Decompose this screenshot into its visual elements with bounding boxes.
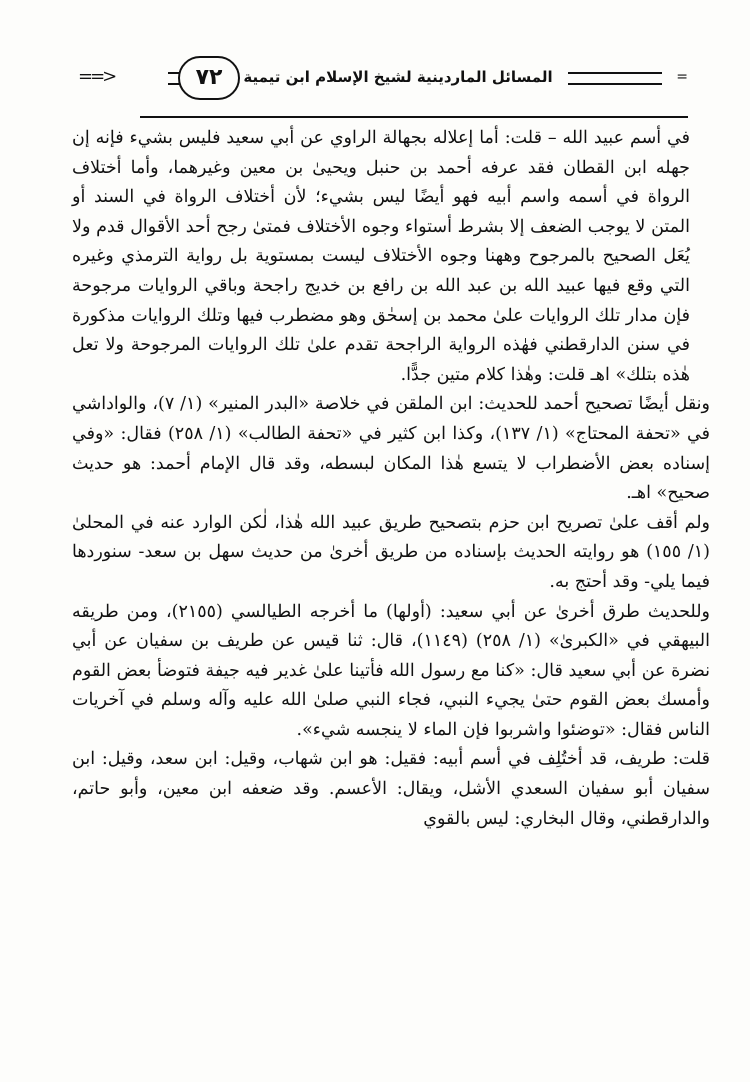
paragraph-continued: في أسم عبيد الله – قلت: أما إعلاله بجهالة الراوي عن أبي سعيد فليس بشيء فإنه إن جهله ابن القطان فقد عرفه أحمد بن حنبل ويحيىٰ بن معين وغيرهما، وأما أختلاف الرواة في أسمه واسم أبيه فهو أيضًا ليس بشيء؛ لأن أختلاف الرواة في السند أو المتن لا يوجب الضعف إلا بشرط أستواء وجوه الأختلاف فمتىٰ رجح أحد الأقوال قدم ولا يُعَل الصحيح بالمرجوح وههنا وجوه الأختلاف ليست بمستوية بل رواية الترمذي وغيره التي وقع فيها عبيد الله بن عبد الله بن رافع بن خديج راجحة وباقي الروايات مرجوحة فإن مدار تلك الروايات علىٰ محمد بن إسحٰق وهو مضطرب فيها وتلك الروايات مذكورة في سنن الدارقطني فهٰذه الرواية الراجحة تقدم علىٰ تلك الروايات المرجوحة ولا تعل هٰذه بتلك» اهـ قلت: وهٰذا كلام متين جدًّا.	[72, 128, 691, 385]
paragraph-tashih-ahmad: ونقل أيضًا تصحيح أحمد للحديث: ابن الملقن في خلاصة «البدر المنير» (١/ ٧)، والواداشي في «تحفة المحتاج» (١/ ١٣٧)، وكذا ابن كثير في «تحفة الطالب» (١/ ٢٥٨) فقال: «وفي إسناده بعض الأضطراب لا يتسع هٰذا المكان لبسطه، وقد قال الإمام أحمد: هو حديث صحيح» اهـ.	[72, 394, 710, 504]
paragraph-other-routes: وللحديث طرق أخرىٰ عن أبي سعيد: (أولها) ما أخرجه الطيالسي (٢١٥٥)، ومن طريقه البيهقي في «الكبرىٰ» (١/ ٢٥٨) (١١٤٩)، قال: ثنا قيس عن طريف بن سفيان عن أبي نضرة عن أبي سعيد قال: «كنا مع رسول الله فأتينا علىٰ غدير فيه جيفة فتوضأ بعض القوم وأمسك بعض القوم حتىٰ يجيء النبي، فجاء النبي صلىٰ الله عليه وآله وسلم في آخريات الناس فقال: «توضئوا واشربوا فإن الماء لا ينجسه شيء».	[72, 601, 710, 740]
running-header	[78, 56, 688, 102]
header-underline	[140, 116, 688, 118]
header-ornament-left: <==	[78, 62, 168, 92]
page-body	[72, 124, 710, 834]
header-ornament-right: =	[662, 62, 688, 92]
running-title: المسائل الماردينية لشيخ الإسلام ابن تيمية	[228, 62, 568, 92]
page-number: ٧٢	[178, 56, 240, 100]
paragraph-tarif: قلت: طريف، قد أختُلِف في أسم أبيه: فقيل: هو ابن شهاب، وقيل: ابن سعد، وقيل: ابن سفيان أبو سفيان السعدي الأشل، ويقال: الأعسم. وقد ضعفه ابن معين، وأبو حاتم، والدارقطني، وقال البخاري: ليس بالقوي	[72, 749, 710, 829]
paragraph-ibn-hazm: ولم أقف علىٰ تصريح ابن حزم بتصحيح طريق عبيد الله هٰذا، لٰكن الوارد عنه في المحلىٰ (١/ ١٥٥) هو روايته الحديث بإسناده من طريق أخرىٰ من حديث سهل بن سعد- سنوردها فيما يلي- وقد أحتج به.	[72, 512, 711, 592]
